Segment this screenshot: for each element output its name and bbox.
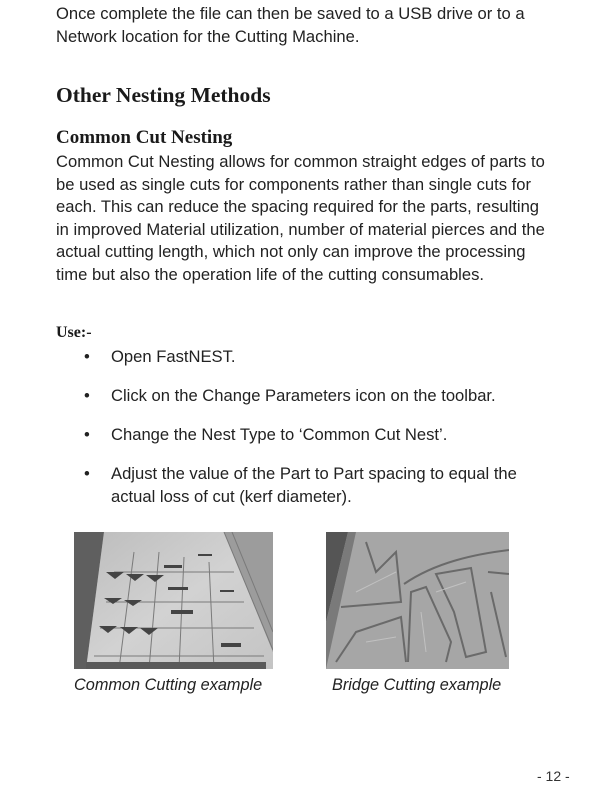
bullet-icon: • (84, 464, 90, 483)
step-text: Change the Nest Type to ‘Common Cut Nest’. (111, 425, 448, 444)
bridge-cutting-image (326, 532, 509, 669)
bullet-icon: • (84, 425, 90, 444)
step-text: Open FastNEST. (111, 347, 236, 366)
subsection-body: Common Cut Nesting allows for common straight edges of parts to be used as single cuts for components rather than single cuts for each. This can reduce the spacing required for the parts, resulting in improved Material utilization, number of material pierces and the actual cutting length, which not only can improve the processing time but also the operation life of the cutting consumables. (56, 152, 545, 284)
section-heading: Other Nesting Methods (56, 83, 271, 107)
figure-caption: Common Cutting example (74, 676, 263, 694)
intro-paragraph: Once complete the file can then be saved to a USB drive or to a Network location for the Cutting Machine. (56, 4, 525, 46)
common-cutting-photo (74, 532, 273, 669)
page-number: - 12 - (537, 768, 570, 784)
bridge-cutting-photo (326, 532, 509, 669)
common-cutting-image (74, 532, 273, 669)
bullet-icon: • (84, 347, 90, 366)
subsection-heading: Common Cut Nesting (56, 127, 233, 148)
step-text: Click on the Change Parameters icon on the toolbar. (111, 386, 496, 405)
use-label: Use:- (56, 324, 92, 341)
bullet-icon: • (84, 386, 90, 405)
step-text: Adjust the value of the Part to Part spacing to equal the actual loss of cut (kerf diameter). (111, 464, 517, 506)
figure-caption: Bridge Cutting example (332, 676, 502, 694)
